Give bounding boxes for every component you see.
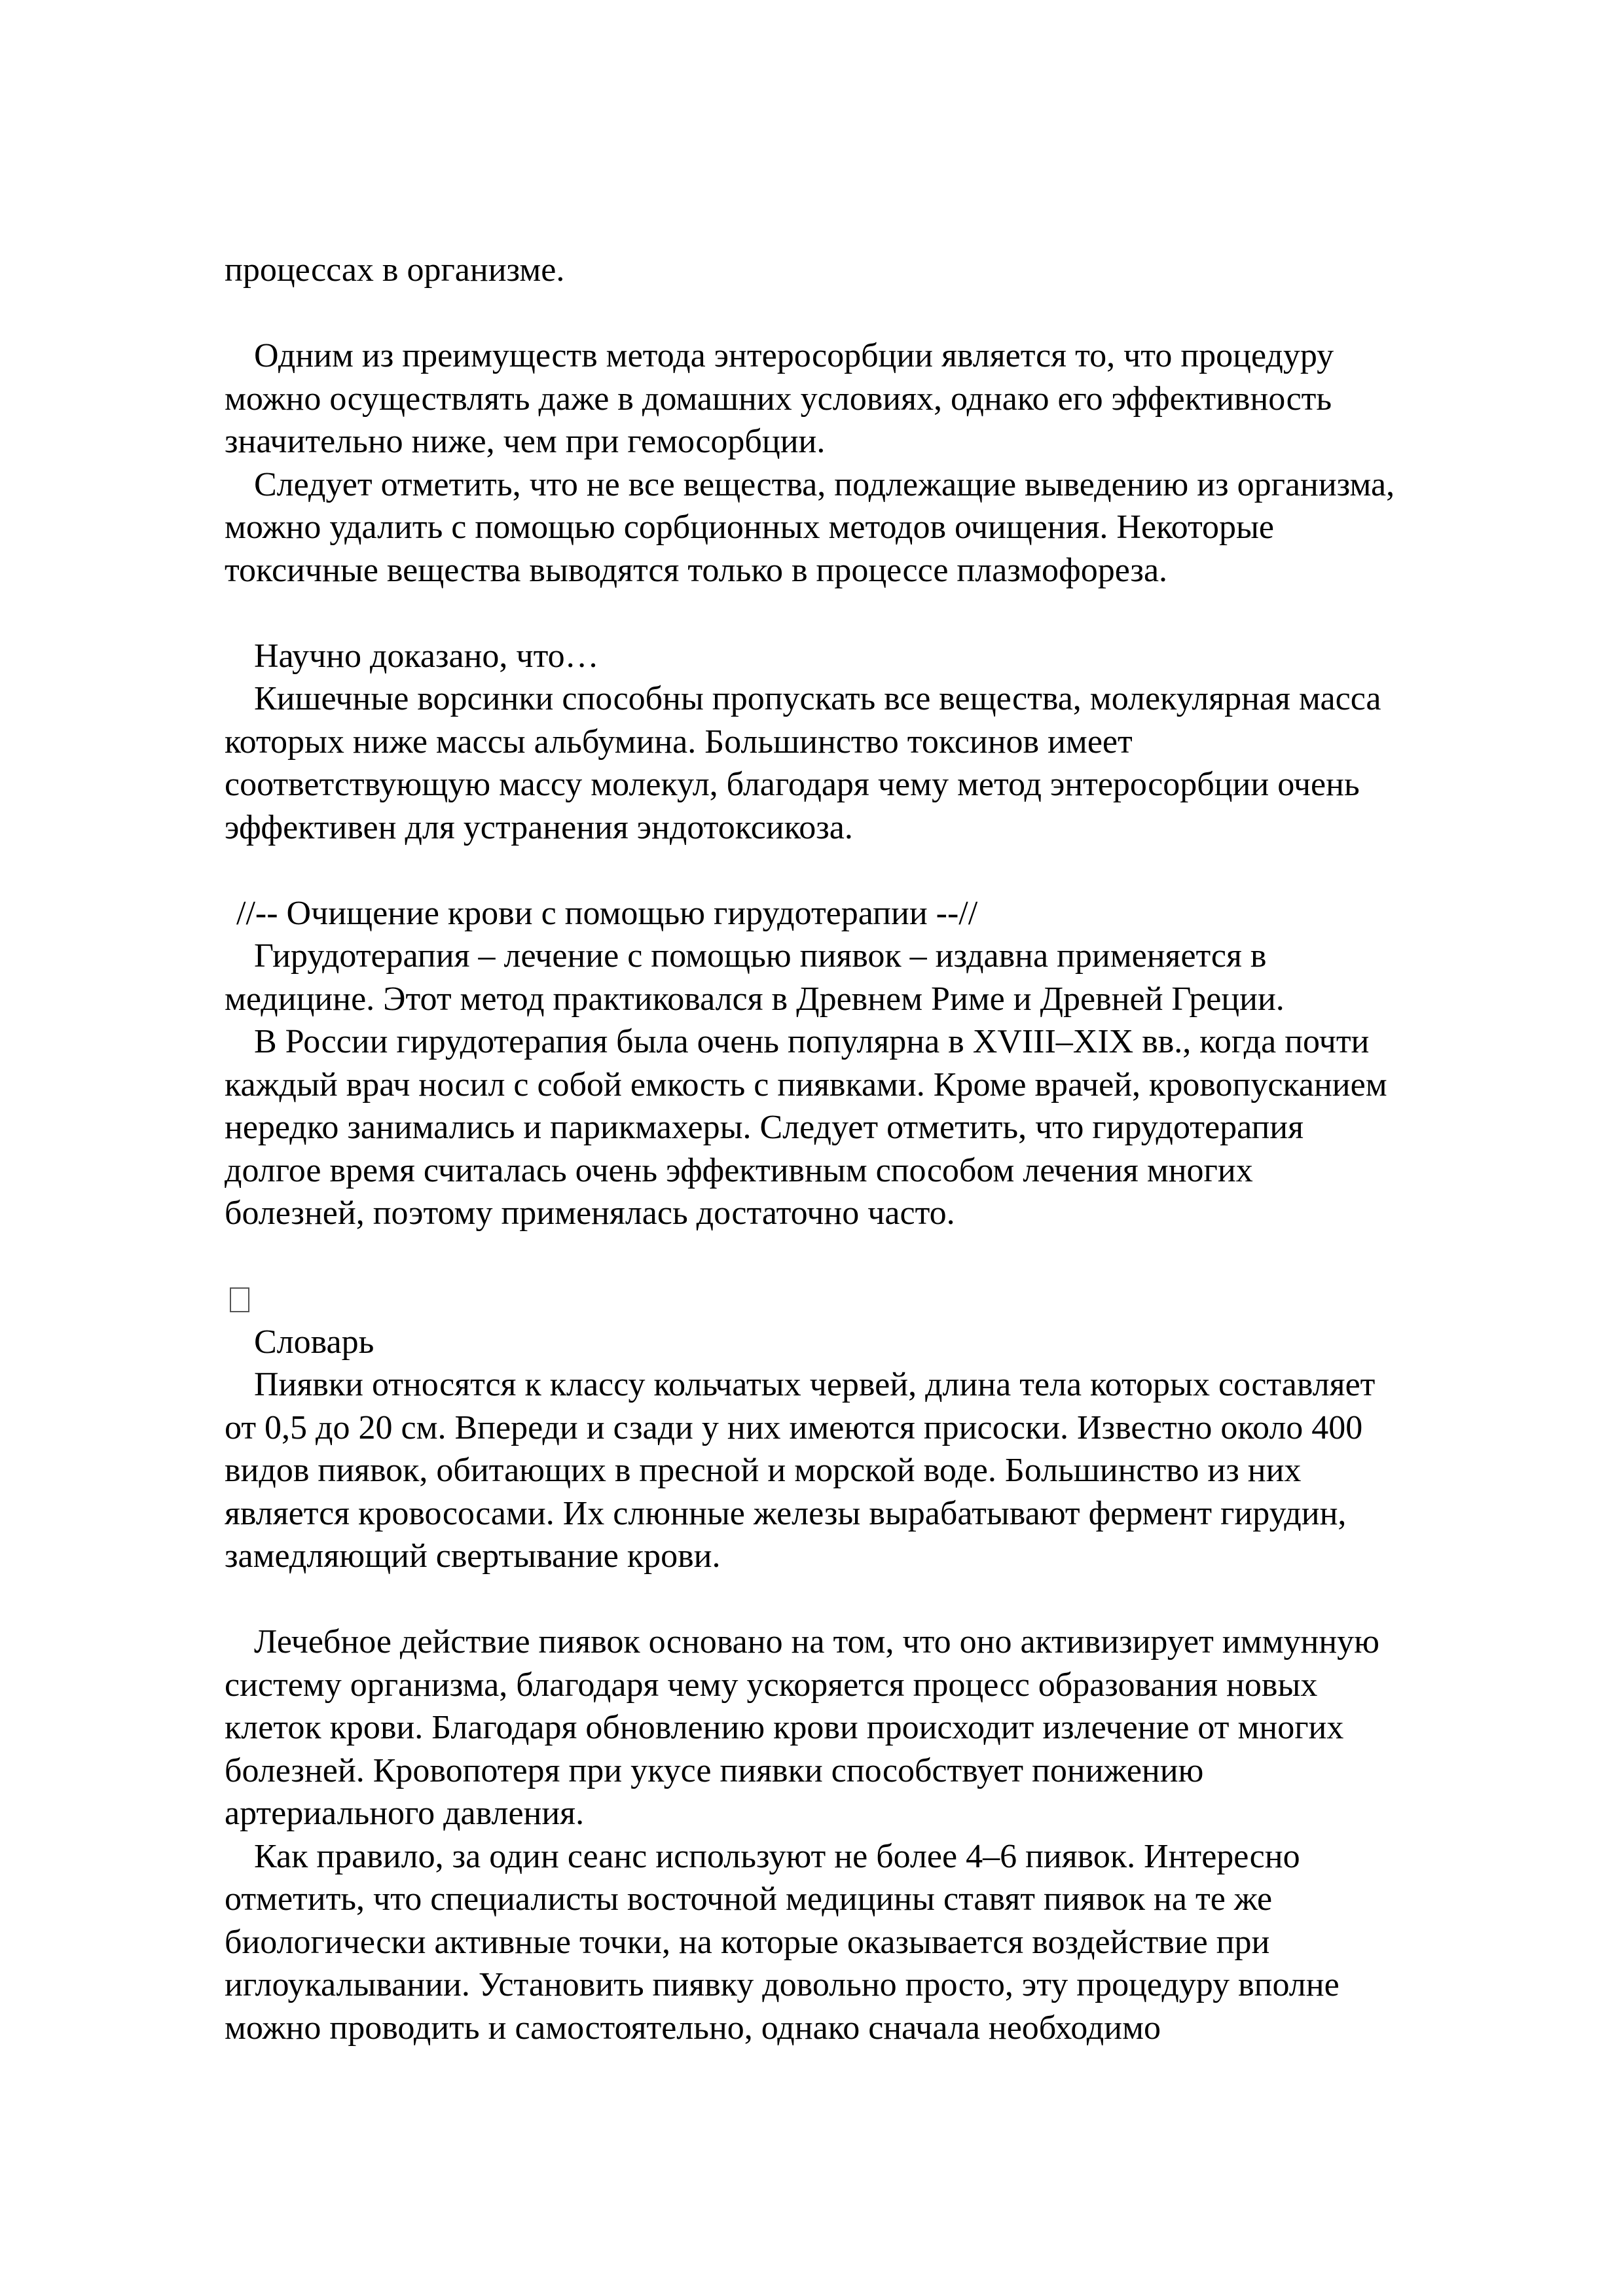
text-line: является кровососами. Их слюнные железы вырабатывают фермент гирудин,	[225, 1494, 1347, 1532]
paragraph-gap	[225, 849, 1527, 892]
text-line: Пиявки относятся к классу кольчатых червей, длина тела которых составляет	[254, 1366, 1376, 1403]
text-line: значительно ниже, чем при гемосорбции.	[225, 423, 826, 460]
paragraph-gap	[225, 1235, 1527, 1278]
text-line: процессах в организме.	[225, 251, 565, 289]
text-line: токсичные вещества выводятся только в процессе плазмофореза.	[225, 551, 1168, 589]
text-line: Кишечные ворсинки способны пропускать все вещества, молекулярная масса	[254, 680, 1381, 717]
text-line: можно проводить и самостоятельно, однако сначала необходимо	[225, 2009, 1161, 2047]
paragraph-gap	[225, 292, 1527, 335]
text-line: каждый врач носил с собой емкость с пиявками. Кроме врачей, кровопусканием	[225, 1066, 1387, 1103]
placeholder-box-icon	[230, 1287, 249, 1312]
text-line: можно удалить с помощью сорбционных методов очищения. Некоторые	[225, 509, 1275, 546]
text-line: Словарь	[254, 1323, 374, 1361]
text-line: клеток крови. Благодаря обновлению крови происходит излечение от многих	[225, 1709, 1344, 1746]
text-line: Одним из преимуществ метода энтеросорбции является то, что процедуру	[254, 337, 1334, 374]
text-line: Лечебное действие пиявок основано на том, что оно активизирует иммунную	[254, 1623, 1379, 1660]
text-line: систему организма, благодаря чему ускоряется процесс образования новых	[225, 1666, 1318, 1704]
missing-image-placeholder-icon	[225, 1278, 1527, 1321]
paragraph-gap	[225, 1578, 1527, 1621]
text-line: можно осуществлять даже в домашних условиях, однако его эффективность	[225, 380, 1332, 418]
text-line: биологически активные точки, на которые оказывается воздействие при	[225, 1923, 1270, 1961]
text-line: долгое время считалась очень эффективным способом лечения многих	[225, 1151, 1253, 1189]
text-line: от 0,5 до 20 см. Впереди и сзади у них имеются присоски. Известно около 400	[225, 1408, 1363, 1446]
document-page	[225, 249, 1527, 2049]
section-heading: //-- Очищение крови с помощью гирудотерапии --//	[236, 894, 978, 932]
text-line: Гирудотерапия – лечение с помощью пиявок – издавна применяется в	[254, 937, 1267, 975]
text-line: замедляющий свертывание крови.	[225, 1537, 721, 1575]
text-line: эффективен для устранения эндотоксикоза.	[225, 808, 853, 846]
text-line: которых ниже массы альбумина. Большинство токсинов имеет	[225, 723, 1133, 761]
text-line: медицине. Этот метод практиковался в Древнем Риме и Древней Греции.	[225, 980, 1285, 1018]
text-line: болезней, поэтому применялась достаточно часто.	[225, 1194, 955, 1232]
text-line: видов пиявок, обитающих в пресной и морской воде. Большинство из них	[225, 1452, 1302, 1489]
text-line: соответствующую массу молекул, благодаря чему метод энтеросорбции очень	[225, 766, 1360, 803]
text-line: В России гирудотерапия была очень популярна в XVIII–XIX вв., когда почти	[254, 1023, 1370, 1060]
paragraph-gap	[225, 592, 1527, 635]
text-line: отметить, что специалисты восточной медицины ставят пиявок на те же	[225, 1880, 1273, 1918]
text-line: нередко занимались и парикмахеры. Следует отметить, что гирудотерапия	[225, 1109, 1304, 1146]
text-line: Как правило, за один сеанс используют не более 4–6 пиявок. Интересно	[254, 1837, 1300, 1875]
text-line: Следует отметить, что не все вещества, подлежащие выведению из организма,	[254, 465, 1395, 503]
text-line: иглоукалывании. Установить пиявку довольно просто, эту процедуру вполне	[225, 1966, 1340, 2003]
text-line: Научно доказано, что…	[254, 637, 599, 675]
text-line: болезней. Кровопотеря при укусе пиявки способствует понижению	[225, 1751, 1204, 1789]
text-line: артериального давления.	[225, 1795, 585, 1832]
